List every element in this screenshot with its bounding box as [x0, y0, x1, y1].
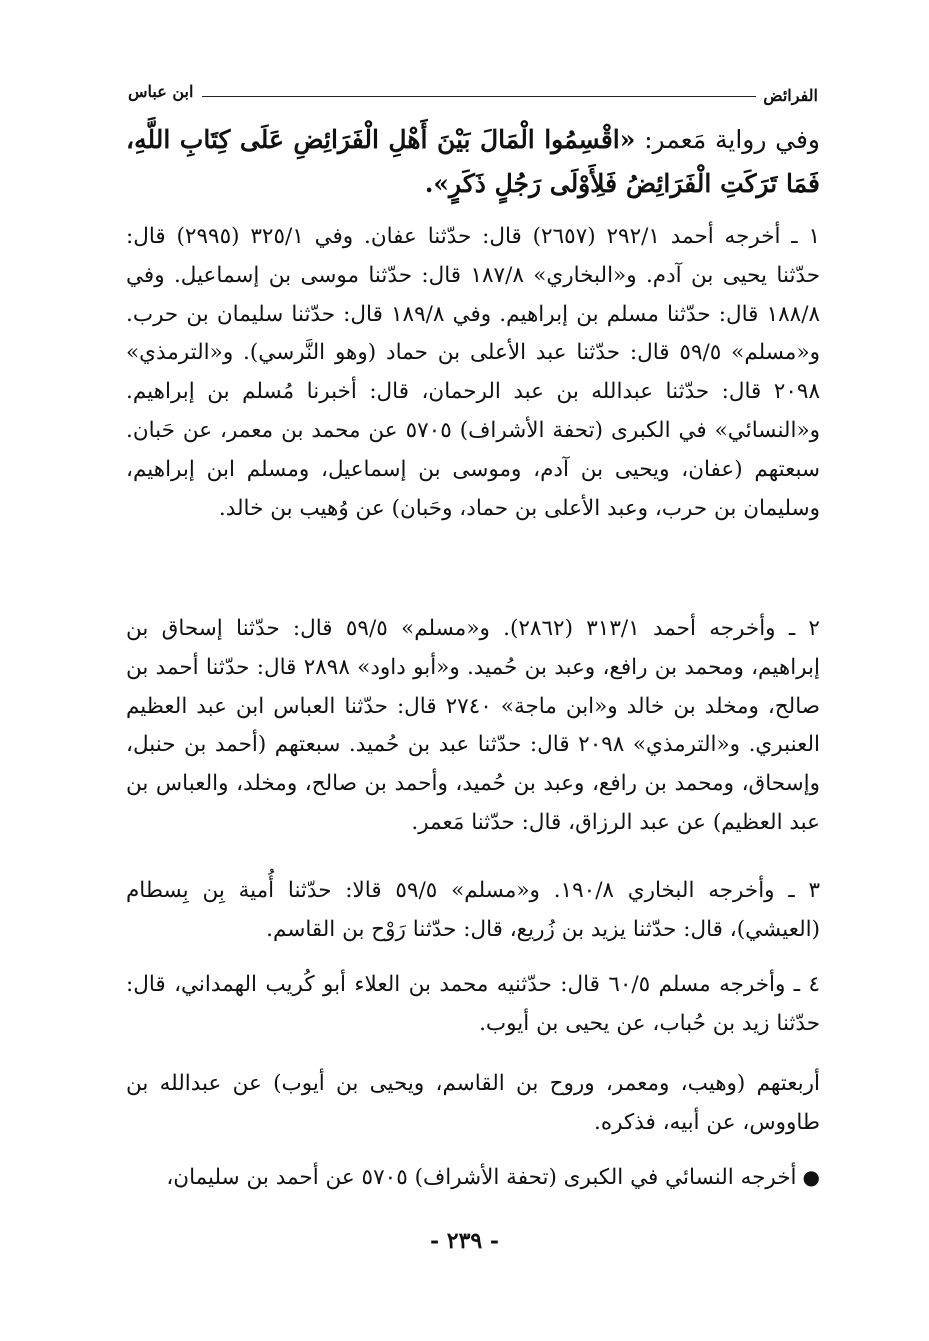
hadith-variant-text — [126, 118, 820, 206]
takhrij-note-2: ٢ ـ وأخرجه أحمد ٣١٣/١ (٢٨٦٢). و«مسلم» ٥٩/٥ قال: حدّثنا إسحاق بن إبراهيم، ومحمد بن رافع، وعبد بن حُميد. و«أبو داود» ٢٨٩٨ قال: حدّثنا أحمد بن صالح، ومخلد بن خالد و«ابن ماجة» ٢٧٤٠ قال: حدّثنا العباس ابن عبد العظيم العنبري. و«الترمذي» ٢٠٩٨ قال: حدّثنا عبد بن حُميد. سبعتهم (أحمد بن حنبل، وإسحاق، ومحمد بن رافع، وعبد بن حُميد، وأحمد بن صالح، ومخلد، والعباس بن عبد العظيم) عن عبد الرزاق، قال: حدّثنا مَعمر. — [126, 616, 820, 835]
bullet-note — [126, 1158, 820, 1198]
chapter-title: الفرائض — [763, 86, 818, 105]
header-rule — [202, 96, 756, 97]
bullet-note-text: أخرجه النسائي في الكبرى (تحفة الأشراف) ٥٧٠٥ عن أحمد بن سليمان، — [166, 1165, 797, 1190]
hadith-quote: «اقْسِمُوا الْمَالَ بَيْنَ أَهْلِ الْفَرَائِضِ عَلَى كِتَابِ اللَّهِ، فَمَا تَرَكَتِ الْفَرَائِضُ فَلِأَوْلَى رَجُلٍ ذَكَرٍ». — [126, 125, 820, 198]
narrator-name: ابن عباس — [128, 82, 194, 101]
page-number: - ٢٣٩ - — [429, 1228, 500, 1254]
variant-intro: وفي رواية مَعمر: — [635, 125, 821, 154]
takhrij-note-4: ٤ ـ وأخرجه مسلم ٦٠/٥ قال: حدّثنيه محمد بن العلاء أبو كُريب الهمداني، قال: حدّثنا زيد بن حُباب، عن يحيى بن أيوب. — [126, 972, 820, 1036]
bullet-icon: ● — [802, 1165, 820, 1189]
summary-note: أربعتهم (وهيب، ومعمر، وروح بن القاسم، ويحيى بن أيوب) عن عبدالله بن طاووس، عن أبيه، فذكره. — [126, 1071, 820, 1135]
takhrij-note-3: ٣ ـ وأخرجه البخاري ١٩٠/٨. و«مسلم» ٥٩/٥ قالا: حدّثنا أُمية بِن بِسطام (العيشي)، قال: حدّثنا يزيد بن زُريع، قال: حدّثنا رَوْح بن القاسم. — [126, 878, 820, 942]
running-head — [128, 82, 818, 112]
takhrij-note-1: ١ ـ أخرجه أحمد ٢٩٢/١ (٢٦٥٧) قال: حدّثنا عفان. وفي ٣٢٥/١ (٢٩٩٥) قال: حدّثنا يحيى بن آدم. و«البخاري» ١٨٧/٨ قال: حدّثنا موسى بن إسماعيل. وفي ١٨٨/٨ قال: حدّثنا مسلم بن إبراهيم. وفي ١٨٩/٨ قال: حدّثنا سليمان بن حرب. و«مسلم» ٥٩/٥ قال: حدّثنا عبد الأعلى بن حماد (وهو النَّرسي). و«الترمذي» ٢٠٩٨ قال: حدّثنا عبدالله بن عبد الرحمان، قال: أخبرنا مُسلم بن إبراهيم. و«النسائي» في الكبرى (تحفة الأشراف) ٥٧٠٥ عن محمد بن معمر، عن حَبان. سبعتهم (عفان، ويحيى بن آدم، وموسى بن إسماعيل، ومسلم ابن إبراهيم، وسليمان بن حرب، وعبد الأعلى بن حماد، وحَبان) عن وُهيب بن خالد. — [126, 224, 821, 521]
